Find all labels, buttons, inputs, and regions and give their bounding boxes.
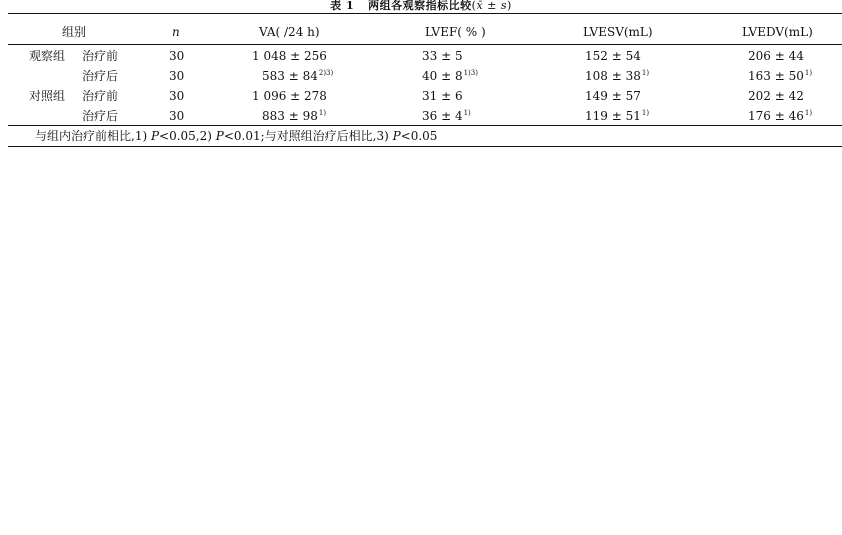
caption-stat-mean: x̄: [476, 0, 484, 12]
row-2-lvesv-value: 108 ± 38: [585, 69, 641, 83]
row-1-lvef-value: 33 ± 5: [422, 49, 463, 63]
footnote-p-1: P: [150, 129, 160, 143]
row-1-va-value: 1 048 ± 256: [252, 49, 327, 63]
row-3-group: 对照组: [29, 89, 66, 103]
table-bottom-rule: [8, 125, 842, 126]
row-4-lvef: [422, 109, 471, 123]
row-2-lvedv-value: 163 ± 50: [748, 69, 804, 83]
row-3-n: 30: [169, 89, 185, 103]
row-1-n: 30: [169, 49, 185, 63]
row-2-va-value: 583 ± 84: [262, 69, 318, 83]
row-3-lvesv-value: 149 ± 57: [585, 89, 641, 103]
footnote-part-1: 与组内治疗前相比,1): [35, 129, 151, 143]
caption-stat-close: ): [507, 0, 512, 12]
row-4-lvef-value: 36 ± 4: [422, 109, 463, 123]
footnote-part-2: <0.05,2): [159, 129, 216, 143]
row-3-lvedv-value: 202 ± 42: [748, 89, 804, 103]
row-4-va-value: 883 ± 98: [262, 109, 318, 123]
row-4-va: [262, 109, 326, 123]
table-footnote: [35, 129, 437, 143]
row-2-n: 30: [169, 69, 185, 83]
row-3-lvef: [422, 89, 464, 103]
row-2-va: [262, 69, 333, 83]
footnote-p-3: P: [392, 129, 401, 143]
table-top-rule: [8, 13, 842, 14]
row-4-lvedv-value: 176 ± 46: [748, 109, 804, 123]
row-4-lvef-note: 1): [463, 109, 471, 117]
footnote-p-2: P: [215, 129, 224, 143]
row-1-lvesv: [585, 49, 642, 63]
table-caption: [0, 0, 842, 12]
row-1-lvedv: [748, 49, 805, 63]
row-2-lvedv-note: 1): [804, 69, 813, 77]
row-4-lvesv-value: 119 ± 51: [585, 109, 641, 123]
row-2-lvef-note: 1)3): [463, 69, 478, 77]
row-1-group: 观察组: [29, 49, 66, 63]
footnote-part-3: <0.01;与对照组治疗后相比,3): [223, 129, 393, 143]
row-1-lvef: [422, 49, 464, 63]
caption-stat-open: (: [471, 0, 477, 12]
header-n: n: [172, 25, 180, 39]
row-4-va-note: 1): [318, 109, 327, 117]
row-3-lvef-value: 31 ± 6: [422, 89, 463, 103]
row-3-time: 治疗前: [82, 89, 119, 103]
header-lvesv: LVESV(mL): [583, 25, 653, 39]
table-title: 两组各观察指标比较: [368, 0, 472, 12]
row-1-lvedv-value: 206 ± 44: [748, 49, 804, 63]
caption-stat-sd: s: [500, 0, 508, 12]
header-lvef: LVEF( % ): [425, 25, 486, 39]
row-4-lvesv-note: 1): [641, 109, 650, 117]
row-4-lvesv: [585, 109, 649, 123]
row-2-lvedv: [748, 69, 812, 83]
table-header-rule: [8, 44, 842, 45]
caption-stat-pm: ±: [483, 0, 501, 12]
row-1-lvesv-value: 152 ± 54: [585, 49, 641, 63]
row-4-lvedv: [748, 109, 812, 123]
row-3-lvedv: [748, 89, 805, 103]
row-2-lvesv-note: 1): [641, 69, 650, 77]
header-group: 组别: [62, 25, 87, 39]
row-2-va-note: 2)3): [318, 69, 334, 77]
row-3-va-value: 1 096 ± 278: [252, 89, 327, 103]
header-va: VA( /24 h): [259, 25, 320, 39]
row-3-va: [252, 89, 328, 103]
row-2-time: 治疗后: [82, 69, 119, 83]
row-2-lvesv: [585, 69, 649, 83]
row-4-lvedv-note: 1): [804, 109, 813, 117]
footnote-part-4: <0.05: [400, 129, 438, 143]
row-3-lvesv: [585, 89, 642, 103]
header-lvedv: LVEDV(mL): [742, 25, 813, 39]
row-4-n: 30: [169, 109, 185, 123]
row-1-time: 治疗前: [82, 49, 119, 63]
row-2-lvef: [422, 69, 478, 83]
table-number: 表 1: [330, 0, 355, 12]
footnote-rule: [8, 146, 842, 147]
row-2-lvef-value: 40 ± 8: [422, 69, 463, 83]
row-1-va: [252, 49, 328, 63]
row-4-time: 治疗后: [82, 109, 119, 123]
